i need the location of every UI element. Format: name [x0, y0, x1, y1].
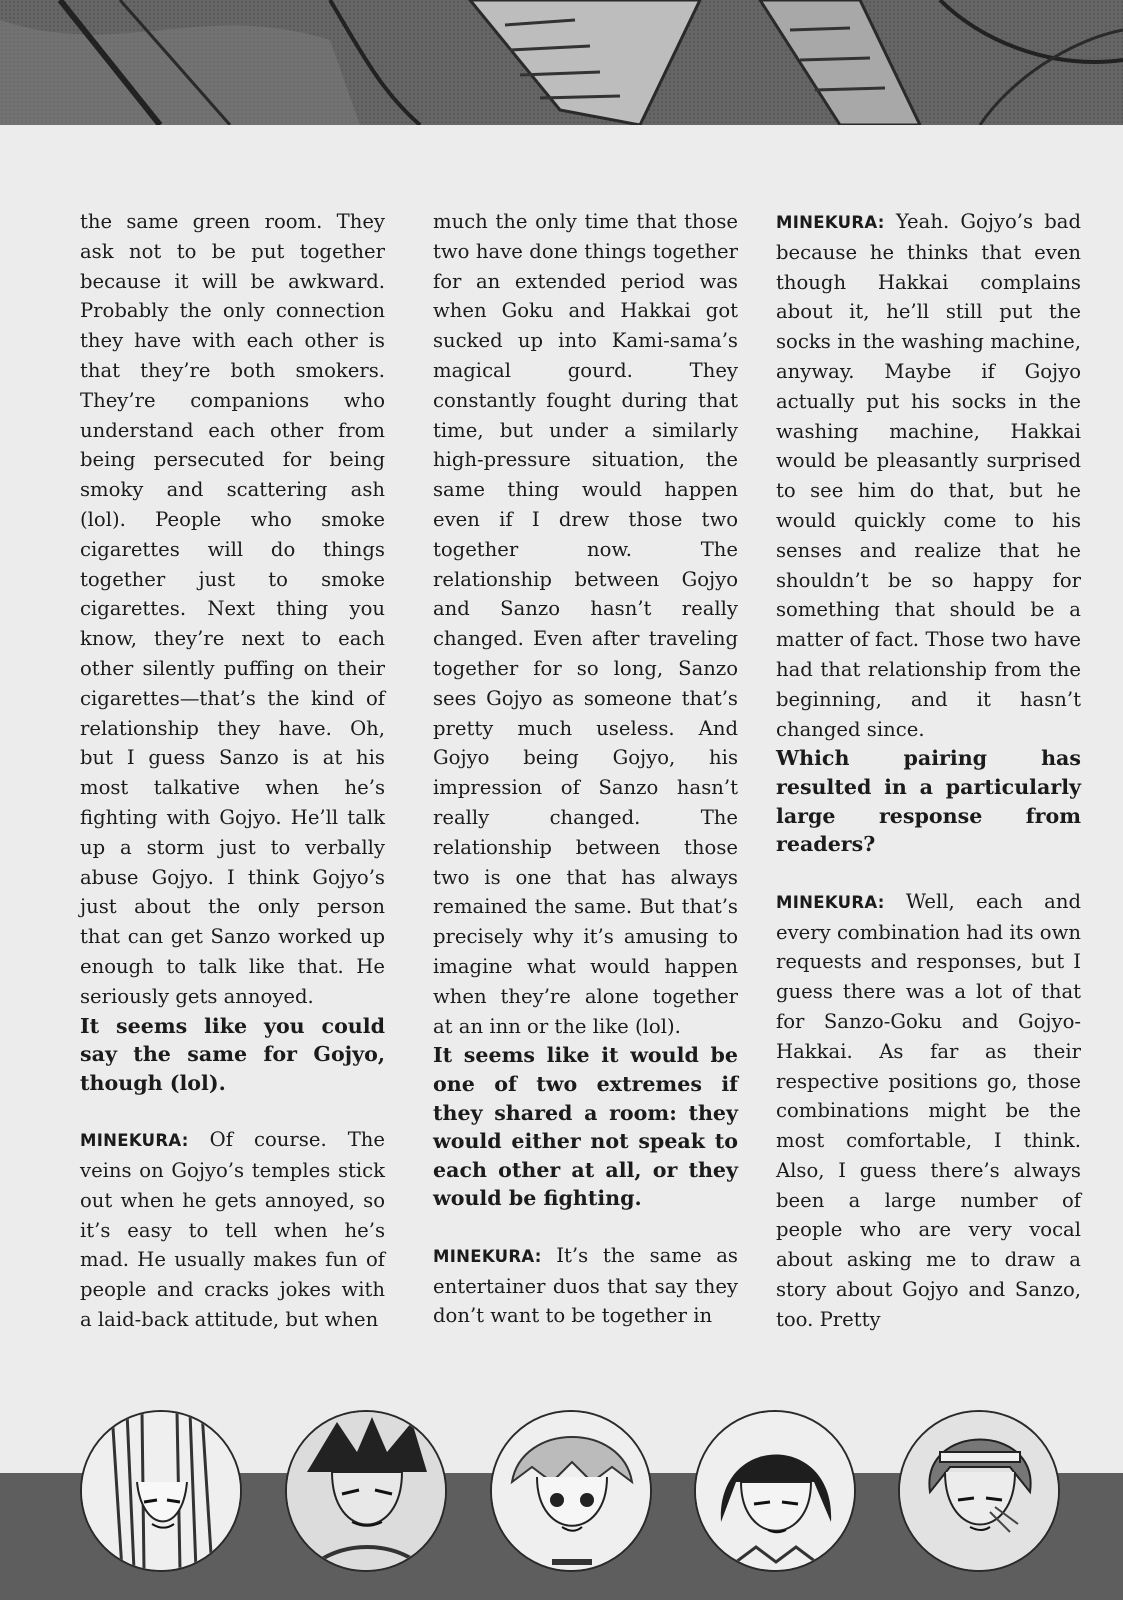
speaker-label: MINEKURA: [776, 213, 885, 232]
paragraph: the same green room. They ask not to be put together because it will be awkward. Probably the only connection they have with each other is that they’re both smokers. They’re companions who understand each other from being persecuted for being smoky and scattering ash (lol). People who smoke cigarettes will do things together just to smoke cigarettes. Next thing you know, they’re next to each other silently puffing on their cigarettes—that’s the kind of relationship they have. Oh, but I guess Sanzo is at his most talkative when he’s fighting with Gojyo. He’ll talk up a storm just to verbally abuse Gojyo. I think Gojyo’s just about the only person that can get Sanzo worked up enough to talk like that. He seriously gets annoyed. [80, 210, 385, 1008]
character-portrait-icon [898, 1410, 1060, 1572]
speaker-label: MINEKURA: [433, 1246, 542, 1266]
footer-portrait-strip [0, 1355, 1123, 1600]
header-illustration [0, 0, 1123, 125]
answer-text: Of course. The veins on Gojyo’s temples stick out when he gets annoyed, so it’s easy to tell when he’s mad. He usually makes fun of people and cracks jokes with a laid-back attitude, but when [80, 1128, 385, 1332]
character-portrait-icon [285, 1410, 447, 1572]
interview-answer [776, 887, 1081, 1335]
text-column-3 [776, 207, 1081, 1335]
article-body [0, 125, 1123, 1355]
speaker-label: MINEKURA: [776, 892, 885, 912]
character-portrait-icon [694, 1410, 856, 1572]
interview-answer [80, 1125, 385, 1335]
answer-text: Well, each and every combination had its own requests and responses, but I guess there was a lot of that for Sanzo-Goku and Gojyo-Hakkai. As far as their respective positions go, those combinations might be the most comfortable, I think. Also, I guess there’s always been a large number of people who are very vocal about asking me to draw a story about Gojyo and Sanzo, too. Pretty [776, 889, 1081, 1331]
text-column-1 [80, 207, 385, 1335]
speaker-label: MINEKURA: [80, 1131, 189, 1151]
interview-question: Which pairing has resulted in a particularly large response from readers? [776, 746, 1081, 857]
interview-answer [776, 207, 1081, 744]
character-portrait-icon [80, 1410, 242, 1572]
interview-answer [433, 1241, 738, 1331]
text-column-2 [433, 207, 738, 1331]
paragraph: much the only time that those two have done things together for an extended period was when Goku and Hakkai got sucked up into Kami-sama’s magical gourd. They constantly fought during that time, but under a similarly high-pressure situation, the same thing would happen even if I drew those two together now. The relationship between Gojyo and Sanzo hasn’t really changed. Even after traveling together for so long, Sanzo sees Gojyo as someone that’s pretty much useless. And Gojyo being Gojyo, his impression of Sanzo hasn’t really changed. The relationship between those two is one that has always remained the same. But that’s precisely why it’s amusing to imagine what would happen when they’re alone together at an inn or the like (lol). [433, 210, 738, 1038]
manga-scroll-illustration-icon [0, 0, 1123, 125]
character-portrait-icon [490, 1410, 652, 1572]
answer-text: Yeah. Gojyo’s bad because he thinks that even though Hakkai complains about it, he’ll still put the socks in the washing machine, anyway. Maybe if Gojyo actually put his socks in the washing machine, Hakkai would be pleasantly surprised to see him do that, but he would quickly come to his senses and realize that he shouldn’t be so happy for something that should be a matter of fact. Those two have had that relationship from the beginning, and it hasn’t changed since. [776, 210, 1081, 741]
interview-question: It seems like it would be one of two extremes if they shared a room: they would either not speak to each other at all, or they would be fighting. [433, 1043, 738, 1211]
answer-text: It’s the same as entertainer duos that say they don’t want to be together in [433, 1243, 738, 1328]
interview-question: It seems like you could say the same for Gojyo, though (lol). [80, 1013, 385, 1095]
